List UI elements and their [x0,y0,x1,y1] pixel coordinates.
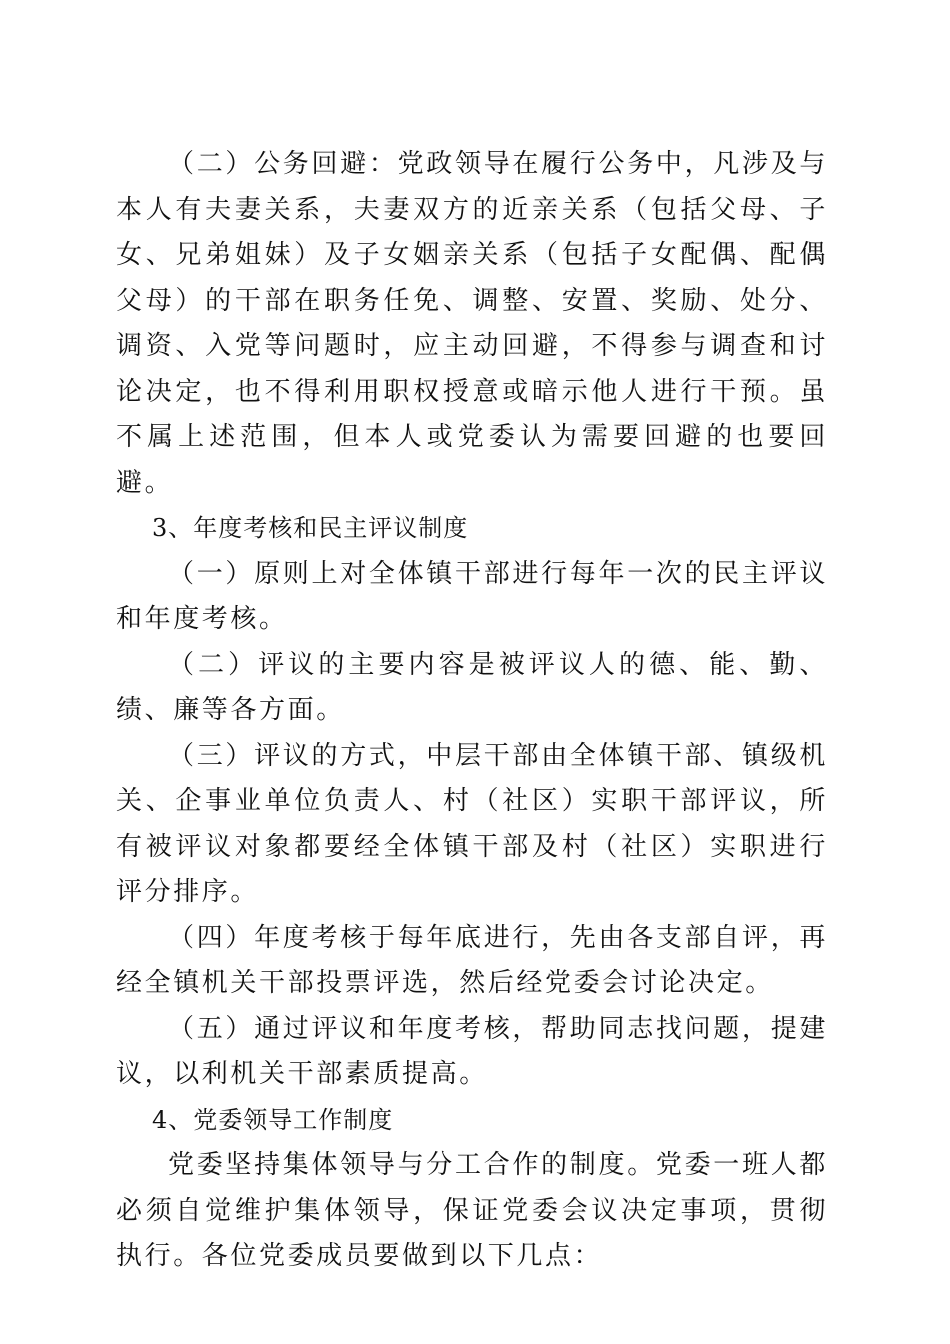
paragraph-item-1: （一）原则上对全体镇干部进行每年一次的民主评议和年度考核。 [116,558,828,634]
document-body [116,142,828,1280]
paragraph-item-4: （四）年度考核于每年底进行，先由各支部自评，再经全镇机关干部投票评选，然后经党委会讨论决定。 [116,922,828,998]
paragraph-item-2: （二）评议的主要内容是被评议人的德、能、勤、绩、廉等各方面。 [116,649,828,725]
paragraph-public-affairs-recusal: （二）公务回避：党政领导在履行公务中，凡涉及与本人有夫妻关系，夫妻双方的近亲关系（包括父母、子女、兄弟姐妹）及子女姻亲关系（包括子女配偶、配偶父母）的干部在职务任免、调整、安置、奖励、处分、调资、入党等问题时，应主动回避，不得参与调查和讨论决定，也不得利用职权授意或暗示他人进行干预。虽不属上述范围，但本人或党委认为需要回避的也要回避。 [116,149,828,498]
paragraph-item-3: （三）评议的方式，中层干部由全体镇干部、镇级机关、企事业单位负责人、村（社区）实职干部评议，所有被评议对象都要经全体镇干部及村（社区）实职进行评分排序。 [116,740,828,907]
section-heading-party-committee: 4、党委领导工作制度 [152,1105,394,1134]
section-heading-annual-assessment: 3、年度考核和民主评议制度 [152,514,469,542]
paragraph-collective-leadership: 党委坚持集体领导与分工合作的制度。党委一班人都必须自觉维护集体领导，保证党委会议决定事项，贯彻执行。各位党委成员要做到以下几点： [116,1150,828,1271]
paragraph-item-5: （五）通过评议和年度考核，帮助同志找问题，提建议，以利机关干部素质提高。 [116,1013,828,1089]
